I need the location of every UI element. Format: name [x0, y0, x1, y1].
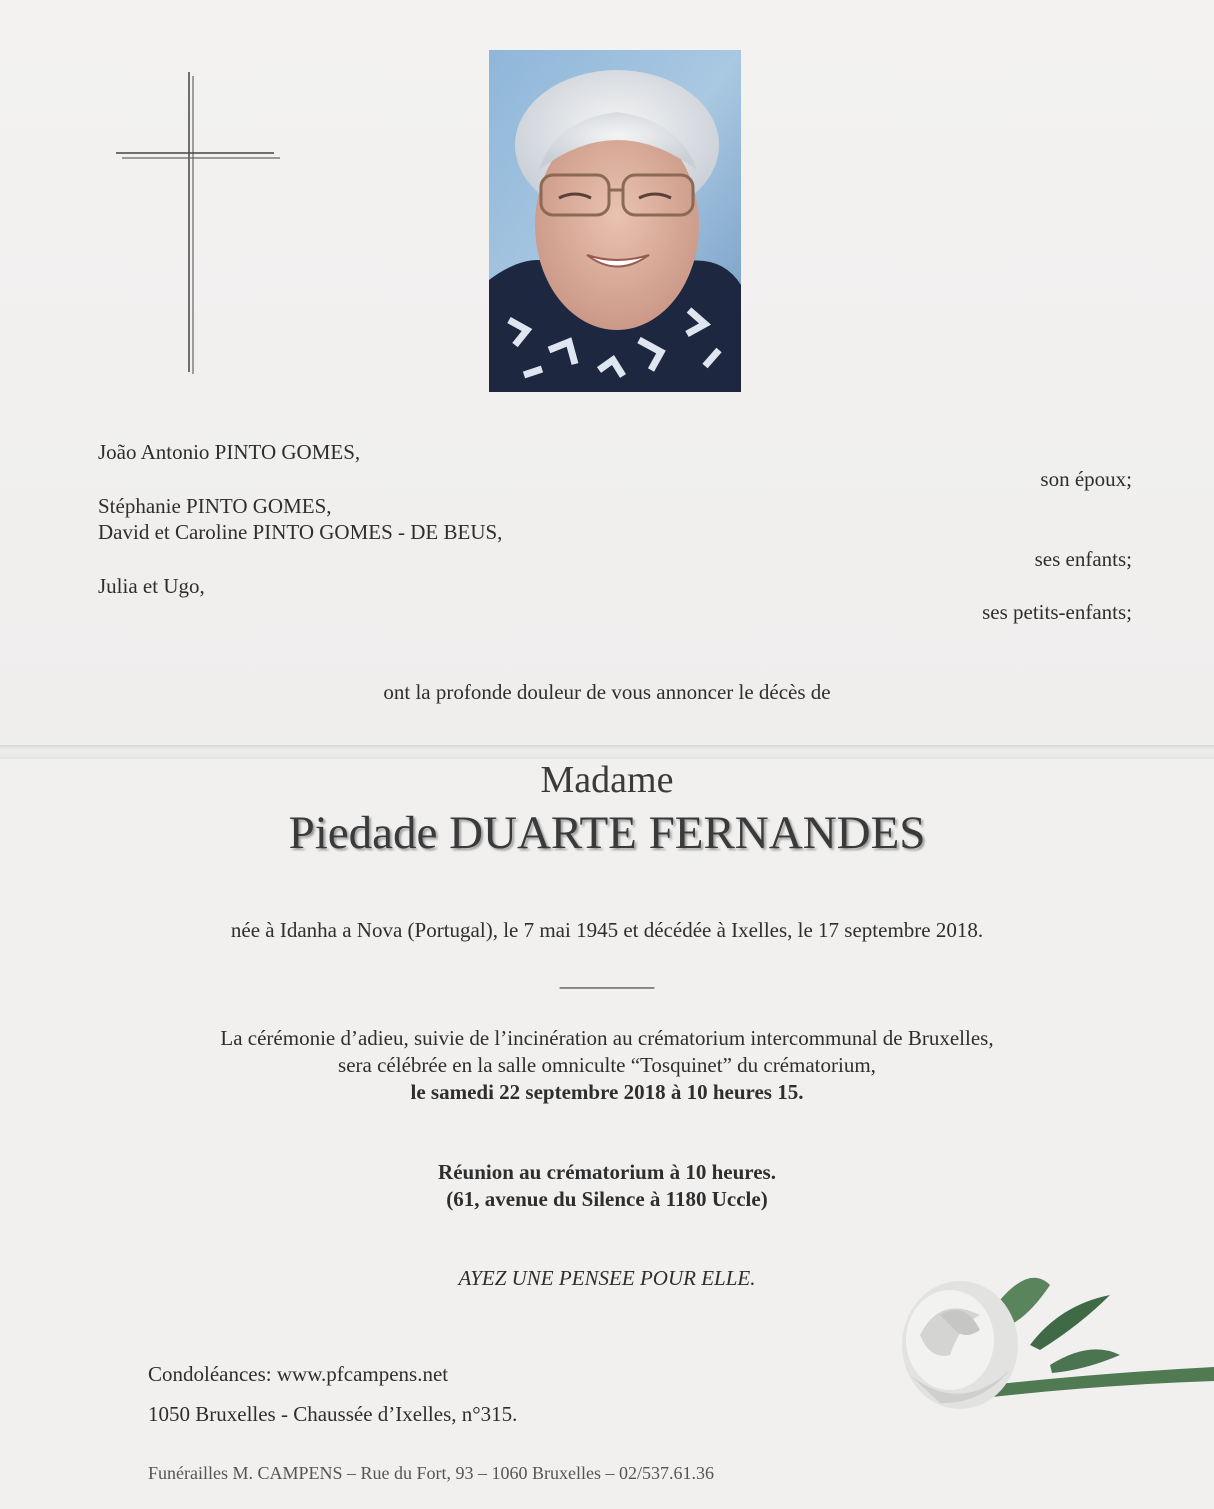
meeting-address: (61, avenue du Silence à 1180 Uccle)	[446, 1187, 768, 1211]
deceased-name: Piedade DUARTE FERNANDES	[288, 807, 926, 859]
spouse-name: João Antonio PINTO GOMES,	[98, 440, 361, 464]
ceremony-date: le samedi 22 septembre 2018 à 10 heures 15.	[410, 1080, 804, 1104]
cross-icon	[114, 72, 284, 377]
grandchildren-names: Julia et Ugo,	[98, 574, 205, 598]
birth-death-details: née à Idanha a Nova (Portugal), le 7 mai 1945 et décédée à Ixelles, le 17 septembre 2018.	[230, 918, 984, 942]
portrait-photo	[489, 50, 741, 392]
children-relation: ses enfants;	[1034, 547, 1132, 571]
child-name: Stéphanie PINTO GOMES,	[98, 494, 332, 518]
funeral-home-footer: Funérailles M. CAMPENS – Rue du Fort, 93 – 1060 Bruxelles – 02/537.61.36	[148, 1463, 714, 1483]
grandchildren-relation: ses petits-enfants;	[982, 600, 1132, 624]
child-name: David et Caroline PINTO GOMES - DE BEUS,	[98, 520, 503, 544]
condolences-address: 1050 Bruxelles - Chaussée d’Ixelles, n°315.	[148, 1402, 518, 1426]
condolences-website: Condoléances: www.pfcampens.net	[148, 1362, 449, 1386]
ceremony-line: sera célébrée en la salle omniculte “Tosquinet” du crématorium,	[338, 1053, 876, 1077]
spouse-relation: son époux;	[1040, 467, 1132, 491]
deceased-title: Madame	[540, 759, 674, 801]
fold-crease	[0, 745, 1214, 759]
meeting-time: Réunion au crématorium à 10 heures.	[438, 1160, 776, 1184]
rose-icon	[880, 1245, 1214, 1445]
separator: _________	[559, 967, 655, 991]
ceremony-line: La cérémonie d’adieu, suivie de l’incinération au crématorium intercommunal de Bruxelles,	[220, 1026, 994, 1050]
closing-phrase: AYEZ UNE PENSEE POUR ELLE.	[458, 1266, 756, 1290]
announcement: ont la profonde douleur de vous annoncer le décès de	[383, 680, 831, 704]
